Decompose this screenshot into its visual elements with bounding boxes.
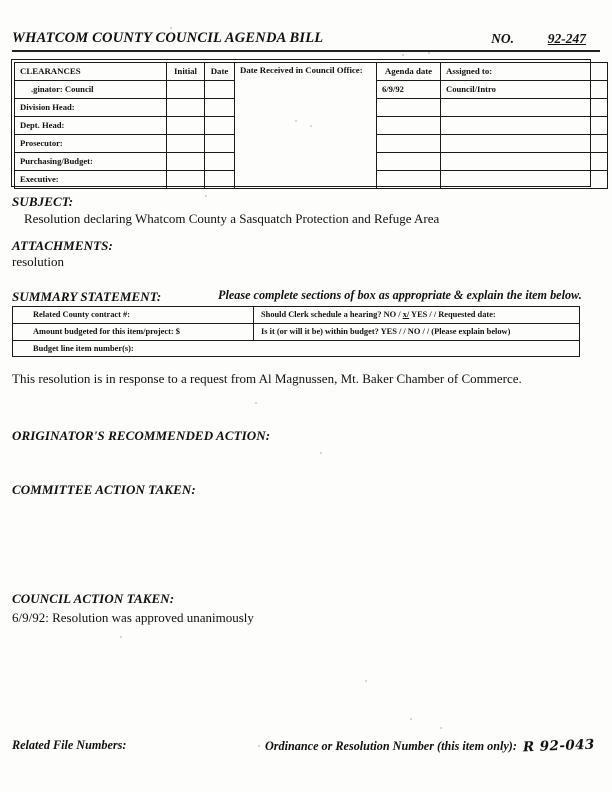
cell-assigned-to[interactable]	[441, 117, 608, 135]
cell-agenda-date[interactable]	[377, 153, 441, 171]
cell-initial[interactable]	[167, 171, 205, 189]
document-header	[12, 30, 600, 52]
committee-action-heading: COMMITTEE ACTION TAKEN:	[12, 482, 196, 497]
cell-date[interactable]	[205, 81, 235, 99]
clearances-table	[14, 62, 608, 189]
cell-assigned-to[interactable]	[441, 153, 608, 171]
header-initial: Initial	[167, 63, 205, 81]
cell-date[interactable]	[205, 135, 235, 153]
originator-action-heading: ORIGINATOR'S RECOMMENDED ACTION:	[12, 428, 271, 443]
cell-agenda-date[interactable]: 6/9/92	[377, 81, 441, 99]
row-label-executive: Executive:	[15, 171, 167, 189]
hearing-question[interactable]	[254, 307, 579, 323]
budget-line-item-label[interactable]: Budget line item number(s):	[33, 344, 134, 353]
hearing-question-label: Should Clerk schedule a hearing? NO /	[261, 310, 401, 319]
summary-row-amount	[13, 324, 579, 341]
hearing-yes-label: YES / / Requested date:	[411, 310, 496, 319]
summary-row-line-item	[13, 341, 579, 356]
cell-assigned-to[interactable]	[441, 135, 608, 153]
ordinance-number-label: Ordinance or Resolution Number (this item only):	[265, 739, 517, 753]
within-budget-question[interactable]: Is it (or will it be) within budget? YES / / NO / / (Please explain below)	[261, 327, 511, 336]
cell-initial[interactable]	[167, 117, 205, 135]
contract-number-label[interactable]: Related County contract #:	[13, 307, 254, 323]
summary-instruction-note: Please complete sections of box as appropriate & explain the item below.	[218, 288, 582, 302]
subject-text: Resolution declaring Whatcom County a Sasquatch Protection and Refuge Area	[24, 211, 440, 226]
header-divider	[12, 50, 600, 52]
row-label-originator: .ginator: Council	[15, 81, 167, 99]
cell-date[interactable]	[205, 117, 235, 135]
header-assigned-to: Assigned to:	[441, 63, 608, 81]
scan-speck	[428, 52, 430, 54]
bill-number-value: 92-247	[547, 31, 586, 46]
row-label-dept-head: Dept. Head:	[15, 117, 167, 135]
row-label-prosecutor: Prosecutor:	[15, 135, 167, 153]
related-file-numbers-label: Related File Numbers:	[12, 738, 127, 752]
header-agenda-date: Agenda date	[377, 63, 441, 81]
row-label-purchasing-budget: Purchasing/Budget:	[15, 153, 167, 171]
row-label-division-head: Division Head:	[15, 99, 167, 117]
scan-speck	[205, 195, 207, 197]
page-title: WHATCOM COUNTY COUNCIL AGENDA BILL	[12, 30, 324, 46]
summary-row-contract	[13, 307, 579, 324]
header-date-received: Date Received in Council Office:	[235, 63, 377, 189]
cell-initial[interactable]	[167, 135, 205, 153]
scan-speck	[365, 680, 367, 682]
scan-speck	[170, 27, 172, 29]
cell-agenda-date[interactable]	[377, 99, 441, 117]
subject-heading: SUBJECT:	[12, 194, 74, 209]
cell-assigned-to[interactable]	[441, 99, 608, 117]
council-action-text: 6/9/92: Resolution was approved unanimously	[12, 610, 254, 625]
scan-speck	[410, 718, 412, 720]
cell-date[interactable]	[205, 153, 235, 171]
ordinance-number-value: R 92-043	[522, 736, 595, 756]
summary-body-text: This resolution is in response to a request from Al Magnussen, Mt. Baker Chamber of Commerce.	[12, 371, 522, 386]
scan-speck	[402, 54, 404, 56]
scan-speck	[320, 452, 322, 454]
summary-box	[12, 306, 580, 357]
summary-heading: SUMMARY STATEMENT:	[12, 289, 162, 304]
scan-speck	[255, 402, 257, 404]
scan-speck	[440, 727, 442, 729]
council-action-heading: COUNCIL ACTION TAKEN:	[12, 591, 175, 606]
scan-speck	[120, 636, 122, 638]
scan-speck	[258, 745, 260, 747]
table-header-row	[15, 63, 608, 81]
attachments-heading: ATTACHMENTS:	[12, 238, 113, 253]
cell-assigned-to[interactable]: Council/Intro	[441, 81, 608, 99]
cell-date[interactable]	[205, 99, 235, 117]
cell-agenda-date[interactable]	[377, 117, 441, 135]
attachments-text: resolution	[12, 254, 64, 269]
cell-agenda-date[interactable]	[377, 171, 441, 189]
cell-assigned-to[interactable]	[441, 171, 608, 189]
ordinance-number-field	[265, 738, 595, 754]
hearing-no-mark: x/	[402, 310, 410, 319]
cell-date[interactable]	[205, 171, 235, 189]
header-clearances: CLEARANCES	[15, 63, 167, 81]
cell-agenda-date[interactable]	[377, 135, 441, 153]
cell-initial[interactable]	[167, 81, 205, 99]
cell-initial[interactable]	[167, 99, 205, 117]
header-date: Date	[205, 63, 235, 81]
bill-number-label: NO.	[491, 31, 514, 46]
cell-initial[interactable]	[167, 153, 205, 171]
amount-budgeted-label[interactable]: Amount budgeted for this item/project: $	[13, 324, 254, 340]
